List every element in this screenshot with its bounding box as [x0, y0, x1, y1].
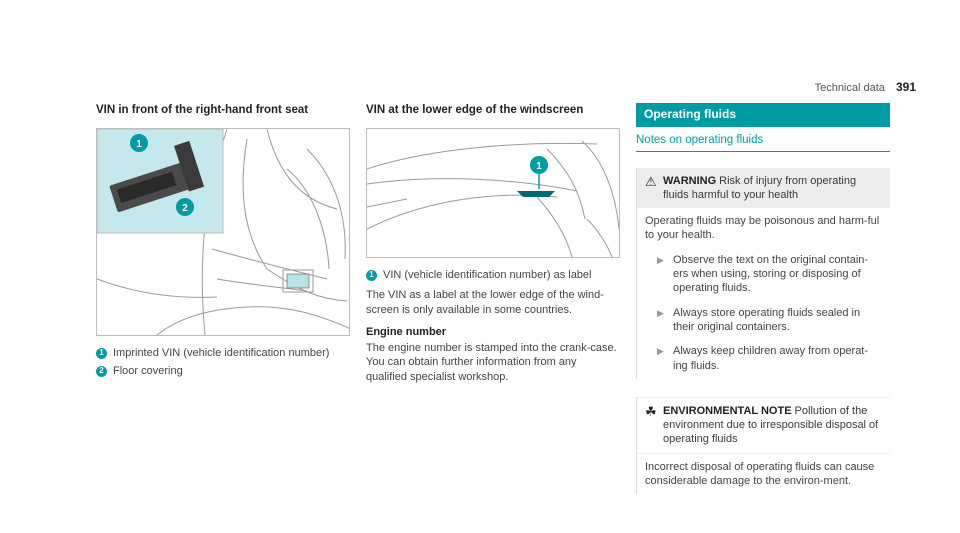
legend-item [96, 364, 350, 378]
warning-icon: ⚠ [645, 173, 657, 189]
list-item [657, 344, 882, 373]
figure-vin-seat [96, 128, 350, 336]
arrow-right-icon: ▶ [657, 346, 664, 357]
subheading-engine-number: Engine number [366, 325, 447, 338]
svg-text:1: 1 [536, 160, 542, 172]
marker-1 [530, 156, 548, 174]
warning-text: Risk of injury from operating fluids harmful to your health [663, 174, 857, 201]
windscreen-illustration [367, 129, 620, 257]
list-item [657, 306, 882, 335]
warning-paragraph: Operating fluids may be poisonous and harm-ful to your health. [645, 215, 880, 242]
legend-vin-windscreen [366, 268, 620, 282]
marker-2 [176, 198, 194, 216]
svg-text:2: 2 [182, 202, 188, 214]
warning-box [636, 168, 890, 379]
svg-text:1: 1 [136, 138, 142, 150]
bullet-text: Always store operating fluids sealed in their original containers. [673, 306, 861, 333]
column-operating-fluids [636, 103, 890, 494]
subtitle-notes: Notes on operating fluids [636, 133, 890, 152]
section-title-vin-seat: VIN in front of the right-hand front seat [96, 104, 309, 116]
bullet-text: Observe the text on the original contain-ers when using, storing or disposing of operating fluids. [673, 253, 869, 295]
environment-box [636, 397, 890, 494]
page-header [815, 80, 916, 96]
warning-head [637, 168, 890, 209]
paragraph-windscreen: The VIN as a label at the lower edge of the wind-screen is only available in some countries. [366, 289, 604, 316]
column-vin-seat [96, 103, 350, 383]
legend-vin-seat [96, 346, 350, 379]
environment-head [637, 397, 890, 453]
paragraph-engine: The engine number is stamped into the crank-case. You can obtain further information from any qualified specialist workshop. [366, 342, 617, 383]
arrow-right-icon: ▶ [657, 254, 664, 265]
legend-marker: 2 [96, 366, 107, 377]
column-vin-windscreen [366, 103, 620, 390]
environment-label: ENVIRONMENTAL NOTE [663, 404, 792, 417]
legend-item [96, 346, 350, 360]
page-number: 391 [895, 80, 916, 94]
legend-text: Floor covering [113, 365, 183, 378]
figure-vin-windscreen [366, 128, 620, 258]
bullet-text: Always keep children away from operat-ing fluids. [673, 345, 869, 372]
arrow-right-icon: ▶ [657, 307, 664, 318]
section-title-operating-fluids: Operating fluids [636, 103, 890, 127]
legend-text: Imprinted VIN (vehicle identification number) [113, 346, 330, 359]
marker-1 [130, 134, 148, 152]
list-item [657, 253, 882, 296]
section-title-vin-windscreen: VIN at the lower edge of the windscreen [366, 104, 584, 116]
seat-illustration [97, 129, 350, 335]
warning-body [637, 208, 890, 379]
environment-body: Incorrect disposal of operating fluids can cause considerable damage to the environ-ment. [637, 453, 890, 495]
legend-item [366, 268, 620, 282]
warning-label: WARNING [663, 174, 717, 187]
section-name: Technical data [814, 82, 885, 94]
environment-text: Pollution of the environment due to irresponsible disposal of operating fluids [663, 404, 879, 446]
legend-text: VIN (vehicle identification number) as label [383, 268, 592, 281]
environment-icon: ☘ [645, 403, 657, 419]
legend-marker: 1 [96, 348, 107, 359]
legend-marker: 1 [366, 270, 377, 281]
